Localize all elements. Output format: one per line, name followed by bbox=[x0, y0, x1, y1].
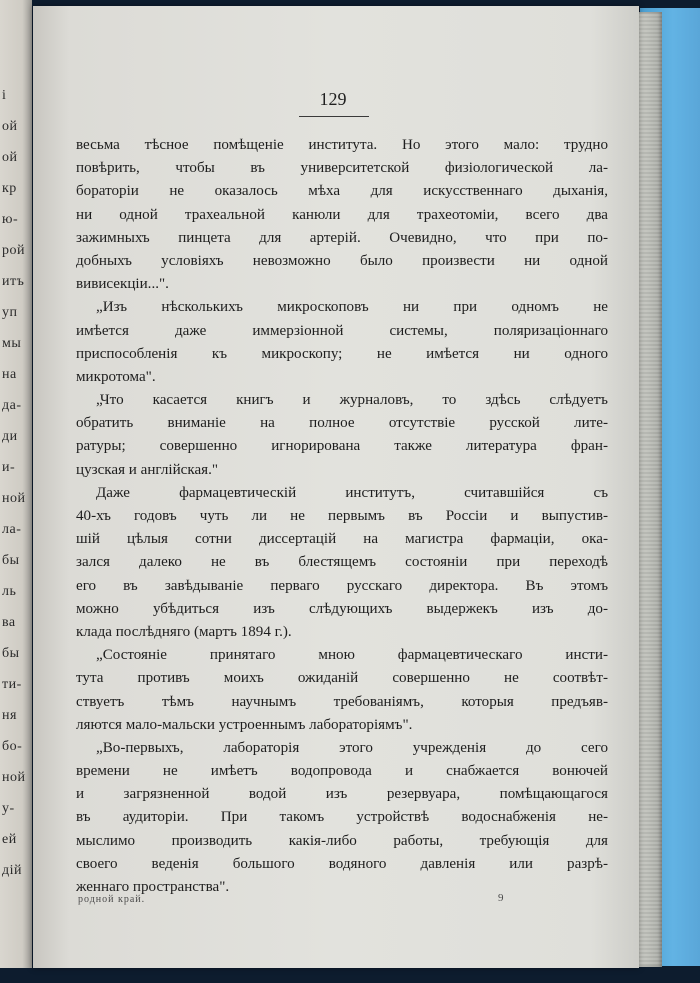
text-line: имѣется даже иммерзіонной системы, поляризаціоннаго bbox=[76, 322, 608, 339]
text-line: можно убѣдиться изъ слѣдующихъ выдержекъ изъ до- bbox=[76, 600, 608, 617]
body-text bbox=[76, 134, 608, 899]
text-line: ляются мало-мальски устроеннымъ лабораторіямъ". bbox=[76, 716, 413, 733]
text-line: обратить вниманіе на полное отсутствіе русской лите- bbox=[76, 415, 608, 432]
text-line: цузская и англійская." bbox=[76, 461, 219, 478]
page-edges bbox=[636, 12, 662, 967]
left-page-fragment: да- bbox=[2, 398, 22, 413]
text-line: времени не имѣетъ водопровода и снабжается вонючей bbox=[76, 763, 608, 780]
left-page-fragment: і bbox=[2, 88, 7, 103]
text-line: вивисекціи...". bbox=[76, 276, 169, 293]
left-page-fragment: ной bbox=[2, 770, 26, 785]
left-page-fragment: итъ bbox=[2, 274, 25, 289]
left-page-fragment: кр bbox=[2, 181, 17, 196]
footer-sheet-number: 9 bbox=[498, 892, 504, 904]
left-page-fragment: ой bbox=[2, 119, 18, 134]
footer-signature: родной край. bbox=[78, 894, 146, 905]
text-line: „Во-первыхъ, лабораторія этого учрежденія до сего bbox=[96, 739, 608, 756]
book-page bbox=[33, 6, 639, 968]
text-line: шій цѣлыя сотни диссертацій на магистра фармаціи, ока- bbox=[76, 531, 608, 548]
left-page-fragment: ди bbox=[2, 429, 18, 444]
page-number-rule bbox=[299, 116, 369, 117]
text-line: приспособленія къ микроскопу; не имѣется ни одного bbox=[76, 345, 608, 362]
text-line: зажимныхъ пинцета для артерій. Очевидно, что при по- bbox=[76, 229, 608, 246]
text-line: тута противъ моихъ ожиданій совершенно не соотвѣт- bbox=[76, 670, 608, 687]
text-line: и загрязненной водой изъ резервуара, помѣщающагося bbox=[76, 786, 608, 803]
text-line: „Изъ нѣсколькихъ микроскоповъ ни при одномъ не bbox=[96, 299, 608, 316]
text-line: женнаго пространства". bbox=[76, 879, 230, 895]
page-number: 129 bbox=[319, 89, 347, 109]
text-line: повѣрить, чтобы въ университетской физіологической ла- bbox=[76, 160, 608, 177]
left-page-fragment: ва bbox=[2, 615, 16, 630]
text-line: „Состояніе принятаго мною фармацевтическаго инсти- bbox=[96, 647, 608, 664]
text-line: весьма тѣсное помѣщеніе института. Но этого мало: трудно bbox=[76, 137, 608, 153]
text-line: своего веденія большого водяного давленія или разрѣ- bbox=[76, 855, 608, 872]
left-page-fragment: ти- bbox=[2, 677, 22, 692]
left-page-fragment: мы bbox=[2, 336, 22, 351]
left-page-fragment: рой bbox=[2, 243, 25, 258]
left-page-fragment: ей bbox=[2, 832, 17, 847]
left-page-fragment: ль bbox=[2, 584, 17, 599]
text-line: ствуетъ тѣмъ научнымъ требованіямъ, которыя предъяв- bbox=[76, 693, 608, 710]
text-line: клада послѣдняго (мартъ 1894 г.). bbox=[76, 623, 292, 640]
left-page-fragment: бы bbox=[2, 646, 20, 661]
text-line: мыслимо производить какія-либо работы, требующія для bbox=[76, 832, 608, 849]
left-page-fragment: ной bbox=[2, 491, 26, 506]
left-page-fragment: на bbox=[2, 367, 17, 382]
left-page-fragment: ой bbox=[2, 150, 18, 165]
text-line: въ аудиторіи. При такомъ устройствѣ водоснабженія не- bbox=[76, 809, 608, 826]
left-page-fragment: уп bbox=[2, 305, 18, 320]
left-page-fragment: бы bbox=[2, 553, 20, 568]
left-page-fragment: ю- bbox=[2, 212, 19, 227]
text-line: добныхъ условіяхъ невозможно было произвести ни одной bbox=[76, 252, 608, 269]
left-page-fragment: ла- bbox=[2, 522, 22, 537]
text-line: микротома". bbox=[76, 368, 156, 385]
left-page-fragment: бо- bbox=[2, 739, 23, 754]
text-line: ни одной трахеальной канюли для трахеотоміи, всего два bbox=[76, 206, 608, 223]
text-line: 40-хъ годовъ чуть ли не первымъ въ Россіи и выпустив- bbox=[76, 508, 608, 524]
text-line: зался далеко не въ блестящемъ состояніи при переходѣ bbox=[76, 554, 608, 571]
text-line: ратуры; совершенно игнорирована также литература фран- bbox=[76, 438, 608, 455]
text-line: его въ завѣдываніе перваго русскаго директора. Въ этомъ bbox=[76, 577, 608, 594]
left-page-fragment: ня bbox=[2, 708, 17, 723]
text-line: Даже фармацевтическій институтъ, считавшійся съ bbox=[96, 484, 608, 501]
left-page-fragment: у- bbox=[2, 801, 15, 816]
left-page-edge bbox=[0, 0, 32, 968]
left-page-fragment: и- bbox=[2, 460, 16, 475]
text-line: бораторіи не оказалось мѣха для искусственнаго дыханія, bbox=[76, 183, 608, 200]
left-page-fragment: дій bbox=[2, 863, 23, 878]
text-line: „Что касается книгъ и журналовъ, то здѣсь слѣдуетъ bbox=[96, 392, 608, 409]
